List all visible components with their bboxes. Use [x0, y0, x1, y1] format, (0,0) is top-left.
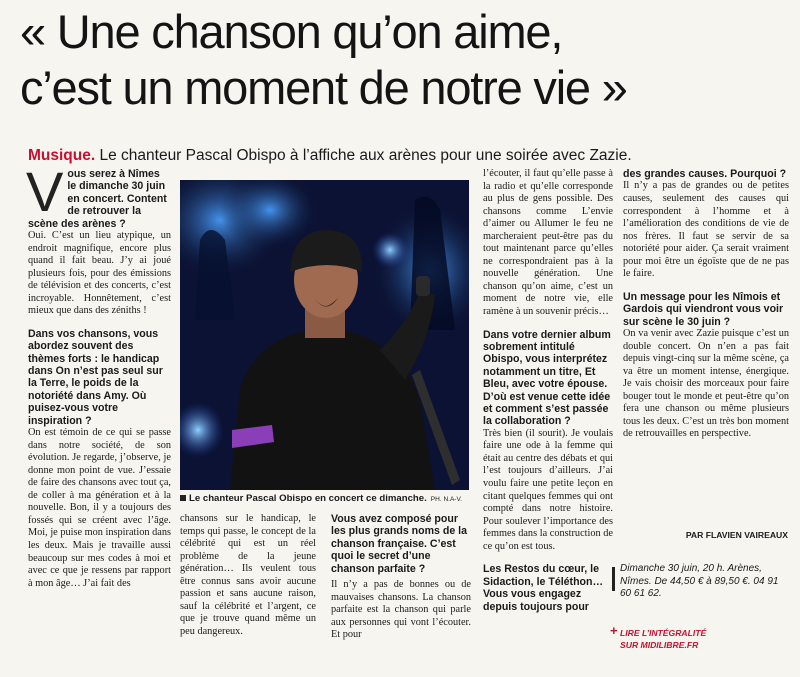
subhead-text: Le chanteur Pascal Obispo à l’affiche aux arènes pour une soirée avec Zazie.: [95, 147, 632, 164]
read-more-line-1: LIRE L’INTÉGRALITÉ: [620, 628, 707, 638]
column-4: [623, 168, 789, 441]
subhead-kicker: Musique.: [28, 147, 96, 164]
subhead: [28, 147, 788, 165]
question-2: Dans vos chansons, vous abordez souvent des thèmes forts : le handicap dans On n’est pas seul sur la Terre, le poids de la notoriété dans Amy. Où puisez-vous votre inspiration ?: [28, 327, 163, 427]
read-more-line-2: SUR MIDILIBRE.FR: [620, 640, 699, 650]
byline: PAR FLAVIEN VAIREAUX: [685, 530, 788, 540]
plus-icon: +: [610, 623, 618, 638]
event-info: [612, 563, 792, 601]
answer-1: Oui. C’est un lieu atypique, un endroit magnifique, encore plus quand il fait beau. J’y ai joué plusieurs fois, pour des émissions de télévision et des concerts, c’est incroyable. Honnêtement, c’est mieux que dans des zéniths !: [28, 230, 171, 317]
answer-2: On est témoin de ce qui se passe dans notre société, de son évolution. Je regarde, j’observe, je donne mon point de vue. J’essaie de faire des chansons avec tout ça, de coller à ma génération et à la nouvelle. Bon, il y a toujours des fossés qui se créent avec l’âge. Moi, je puise mon inspiration dans les deux. Mais je travaille aussi beaucoup sur mes codes à moi et avec ce que je ressens par rapport à mon âge… J’ai fait des: [28, 427, 171, 589]
answer-3: Il n’y a pas de bonnes ou de mauvaises chansons. La chanson parfaite est la chanson qui parle aux personnes qui vont l’écouter. Et pour: [331, 579, 471, 641]
column-2: [180, 513, 316, 638]
photo-caption: [180, 493, 472, 504]
column-1: [26, 160, 171, 590]
event-info-text: Dimanche 30 juin, 20 h. Arènes, Nîmes. De 44,50 € à 89,50 €. 04 91 60 61 62.: [620, 563, 779, 599]
singer-illustration: [180, 180, 469, 490]
question-3: Vous avez composé pour les plus grands noms de la chanson française. C’est quoi le secret d’une chanson parfaite ?: [331, 513, 467, 575]
caption-text: Le chanteur Pascal Obispo en concert ce dimanche.: [189, 493, 427, 504]
info-bar: [612, 567, 615, 591]
headline: [20, 4, 790, 116]
answer-4: Très bien (il sourit). Je voulais faire une ode à la femme qui était au centre des débats et qui l’est toujours d’ailleurs. J’ai voulu faire une petite leçon en citant quelques femmes qui ont compté dans notre histoire. Pour soulever l’importance des femmes dans la construction de ce qu’on est tous.: [483, 427, 613, 552]
answer-6: On va venir avec Zazie puisque c’est un double concert. On n’en a pas fait depuis vingt-cinq sur la même scène, ça va être un moment intense, énergique. Je vais choisir des morceaux pour faire bouger tout le monde et peut-être qu’on fera une chanson ou même plusieurs tous les deux. C’est un très bon moment de retrouvailles en perspective.: [623, 328, 789, 440]
question-6: Un message pour les Nîmois et Gardois qui viendront vous voir sur scène le 30 juin ?: [623, 290, 784, 328]
photo-credit: PH. N.A-V.: [430, 496, 462, 503]
headline-line-1: « Une chanson qu’on aime,: [20, 5, 563, 58]
caption-square-icon: [180, 495, 186, 501]
col3-answer-top: l’écouter, il faut qu’elle passe à la radio et qu’elle corresponde au plus de gens possible. Des chansons comme L’envie d’aimer ou Allumer le feu ne marcheraient peut-être pas du tout maintenant parce qu’elles ne correspondraient pas à la nouvelle génération. Une chanson qu’on aime, c’est un moment de notre vie, elle ramène à un souvenir précis…: [483, 168, 613, 318]
concert-photo: [180, 180, 469, 490]
question-5-cont: des grandes causes. Pourquoi ?: [623, 168, 787, 180]
question-4: Dans votre dernier album sobrement intitulé Obispo, vous interprétez notamment un titre, Et Bleu, avec votre épouse. D’où est venue cette idée et comment s’est passée la collaboration ?: [483, 328, 611, 428]
col2-answer: chansons sur le handicap, le temps qui passe, le concept de la célébrité qui est un réel problème de la jeune génération… Ils veulent tous être connus sans avoir aucune passion et sans aucune raison, sauf la célébrité et l’argent, ce que je trouve quand même un peu dangereux.: [180, 513, 316, 637]
answer-5: Il n’y a pas de grandes ou de petites causes, seulement des causes qui correspondent à l’homme et à l’amélioration des conditions de vie de nos frères. Il faut se servir de sa notoriété pour aider. Ça serait vraiment pour moi être un égoïste que de ne pas le faire.: [623, 180, 789, 280]
question-1: ous serez à Nîmes le dimanche 30 juin en concert. Content de retrouver la scène des arènes ?: [28, 168, 167, 230]
question-5: Les Restos du cœur, le Sidaction, le Téléthon… Vous vous engagez depuis toujours pour: [483, 563, 604, 613]
headline-line-2: c’est un moment de notre vie »: [20, 61, 627, 114]
dropcap: V: [26, 160, 64, 223]
read-more-link[interactable]: [610, 623, 790, 651]
column-3: [483, 168, 613, 613]
column-2b: [331, 513, 471, 642]
